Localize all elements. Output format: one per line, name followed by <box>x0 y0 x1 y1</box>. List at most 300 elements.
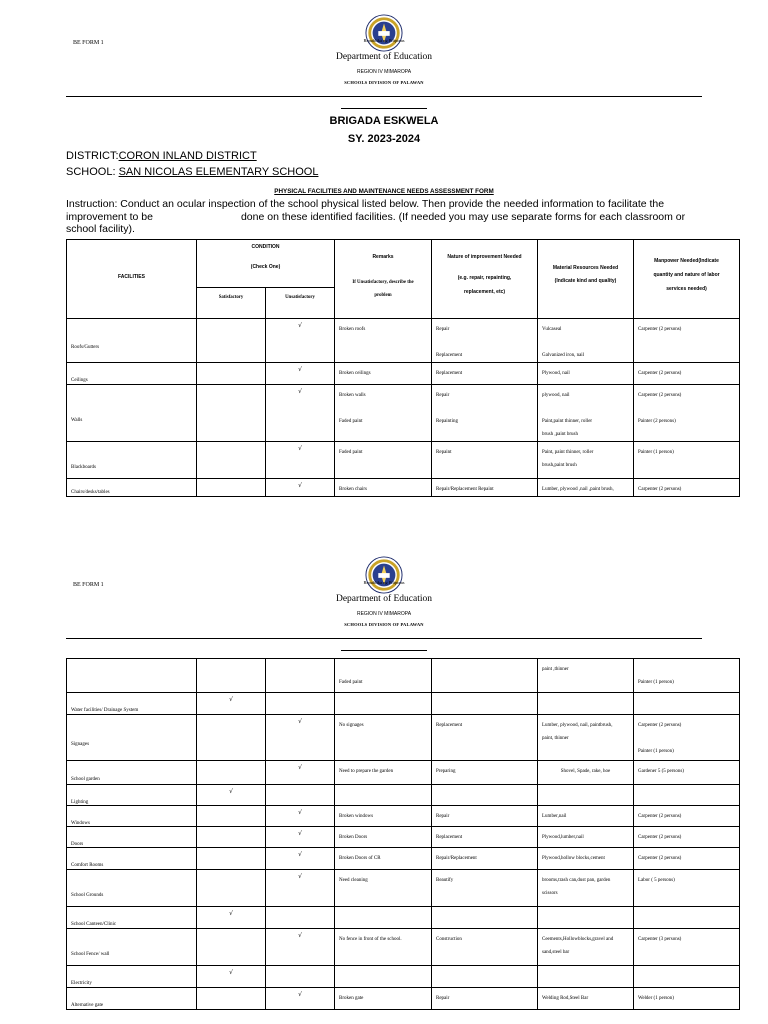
table-row-ceilings <box>67 363 740 385</box>
satisfactory-cell <box>197 442 266 479</box>
facility-name: Ceilings <box>71 378 88 383</box>
material-text: plywood, nail <box>542 393 570 398</box>
check-mark: √ <box>229 788 233 795</box>
manpower-text: Carpenter (3 persons) <box>638 937 682 942</box>
nature-cell <box>432 966 538 988</box>
manpower-text: Painter (1 person) <box>638 450 674 455</box>
unsatisfactory-cell <box>266 385 335 442</box>
material-text: Ceements,Hollowblocks,gravel and <box>542 937 614 942</box>
satisfactory-cell <box>197 693 266 715</box>
facility-name: Roofs/Gutters <box>71 345 100 350</box>
unsatisfactory-cell <box>266 848 335 870</box>
remarks-cell <box>335 785 432 806</box>
nature-text: Repair/Replacement <box>436 856 477 861</box>
facility-cell <box>67 442 197 479</box>
material-text: Galvanized iron, nail <box>542 353 585 358</box>
nature-text: Beautify <box>436 878 454 883</box>
table-row-walls <box>67 385 740 442</box>
remarks-text: Broken gate <box>339 996 364 1001</box>
unsatisfactory-cell <box>266 966 335 988</box>
manpower-text: Carpenter (2 persons) <box>638 856 682 861</box>
manpower-cell <box>634 806 740 827</box>
satisfactory-cell <box>197 806 266 827</box>
table-row-school-grounds <box>67 870 740 907</box>
manpower-text <box>634 659 739 676</box>
manpower-text <box>634 907 739 924</box>
check-mark: √ <box>298 718 302 725</box>
facility-cell <box>67 715 197 761</box>
facility-name: Signages <box>71 742 90 747</box>
manpower-cell <box>634 693 740 715</box>
manpower-cell <box>634 827 740 848</box>
remarks-cell <box>335 479 432 497</box>
region-name: REGION IV MIMAROPA <box>356 69 412 75</box>
facility-cell <box>67 929 197 966</box>
assessment-table-1 <box>66 239 740 497</box>
division-name-2: SCHOOLS DIVISION OF PALAWAN <box>344 622 424 627</box>
table-row-lighting <box>67 785 740 806</box>
check-mark: √ <box>298 388 302 395</box>
facility-name: Chairs/desks/tables <box>71 490 110 495</box>
facility-cell <box>67 693 197 715</box>
seal-icon <box>365 14 403 52</box>
manpower-text <box>634 785 739 802</box>
remarks-cell <box>335 761 432 785</box>
nature-cell <box>432 442 538 479</box>
table-row-blackboards <box>67 442 740 479</box>
facility-cell <box>67 385 197 442</box>
material-text: brooms,trash can,dust pan, garden <box>542 878 611 883</box>
manpower-cell <box>634 363 740 385</box>
nature-text: Preparing <box>436 769 456 774</box>
form-title: PHYSICAL FACILITIES AND MAINTENANCE NEEDS ASSESSMENT FORM <box>274 188 494 195</box>
header-nature: Nature of improvement Needed (e.g. repair, repainting, replacement, etc) <box>432 240 538 319</box>
facility-cell <box>67 827 197 848</box>
material-text: Paint,paint thinner, roller <box>542 419 593 424</box>
nature-text <box>432 336 537 349</box>
header-divider <box>66 96 702 97</box>
material-text: Lumber, plywood, nail, paintbrush, <box>542 723 613 728</box>
nature-cell <box>432 693 538 715</box>
unsatisfactory-cell <box>266 442 335 479</box>
facility-cell <box>67 659 197 693</box>
manpower-text: Carpenter (2 persons) <box>638 835 682 840</box>
remarks-text: Faded paint <box>339 680 363 685</box>
facility-cell <box>67 966 197 988</box>
unsatisfactory-cell <box>266 363 335 385</box>
manpower-text: Painter (1 person) <box>638 749 674 754</box>
material-text: Lumber,nail <box>542 814 567 819</box>
table-row-doors <box>67 827 740 848</box>
instruction-line-2: improvement to be done on these identified facilities. (If needed you may use separate forms for each classroom or <box>66 210 686 223</box>
nature-text <box>432 693 537 710</box>
manpower-cell <box>634 479 740 497</box>
check-mark: √ <box>298 482 302 489</box>
nature-cell <box>432 988 538 1010</box>
nature-cell <box>432 385 538 442</box>
check-mark: √ <box>298 991 302 998</box>
material-text: Plywood, nail <box>542 371 570 376</box>
material-text: Welding Rod,Steel Bar <box>542 996 589 1001</box>
facility-name: Water facilities/ Drainage System <box>71 708 139 713</box>
remarks-cell <box>335 363 432 385</box>
material-text <box>538 402 633 415</box>
manpower-text: Carpenter (2 persons) <box>638 371 682 376</box>
check-mark: √ <box>298 851 302 858</box>
remarks-cell <box>335 870 432 907</box>
nature-text: Repair <box>436 327 450 332</box>
nature-cell <box>432 929 538 966</box>
remarks-text: Broken ceilings <box>339 371 371 376</box>
remarks-text <box>335 785 431 802</box>
nature-cell <box>432 761 538 785</box>
nature-text: Replacement <box>436 835 463 840</box>
material-cell <box>538 929 634 966</box>
manpower-text <box>634 693 739 710</box>
manpower-cell <box>634 929 740 966</box>
deped-seal-2 <box>365 556 403 599</box>
manpower-cell <box>634 785 740 806</box>
manpower-text: Carpenter (2 persons) <box>638 327 682 332</box>
material-text: Shovel, Spade, rake, hoe <box>560 769 611 774</box>
satisfactory-cell <box>197 385 266 442</box>
table-row-roofs-gutters <box>67 319 740 363</box>
nature-cell <box>432 659 538 693</box>
remarks-cell <box>335 966 432 988</box>
remarks-text: Broken Doors of CR <box>339 856 381 861</box>
page-title: BRIGADA ESKWELA <box>329 115 439 127</box>
table-row-comfort-rooms <box>67 848 740 870</box>
unsatisfactory-cell <box>266 806 335 827</box>
nature-text: Repair/Replacement Repaint <box>436 487 494 492</box>
manpower-text: Carpenter (2 persons) <box>638 723 682 728</box>
nature-text: Repair <box>436 996 450 1001</box>
remarks-text: Broken chairs <box>339 487 367 492</box>
material-text: brush ,paint brush <box>542 432 578 437</box>
facility-cell <box>67 870 197 907</box>
school-value: SAN NICOLAS ELEMENTARY SCHOOL <box>118 166 319 178</box>
remarks-cell <box>335 442 432 479</box>
table-row-school-garden <box>67 761 740 785</box>
facility-cell <box>67 363 197 385</box>
seal-icon <box>365 556 403 594</box>
material-cell <box>538 363 634 385</box>
remarks-cell <box>335 827 432 848</box>
facility-name: Lighting <box>71 800 89 805</box>
remarks-cell <box>335 385 432 442</box>
header-satisfactory: Satisfactory <box>197 288 266 319</box>
check-mark: √ <box>298 932 302 939</box>
header-manpower: Manpower Needed(Indicate quantity and nature of labor services needed) <box>634 240 740 319</box>
nature-text <box>432 966 537 983</box>
nature-text <box>432 402 537 415</box>
manpower-text <box>634 966 739 983</box>
header-condition: CONDITION (Check One) <box>197 240 335 288</box>
unsatisfactory-cell <box>266 319 335 363</box>
material-cell <box>538 715 634 761</box>
unsatisfactory-cell <box>266 827 335 848</box>
satisfactory-cell <box>197 827 266 848</box>
check-mark <box>197 442 265 445</box>
satisfactory-cell <box>197 479 266 497</box>
remarks-cell <box>335 693 432 715</box>
check-mark <box>197 385 265 388</box>
remarks-cell <box>335 659 432 693</box>
manpower-text <box>634 732 739 745</box>
material-text: sand,steel bar <box>542 950 570 955</box>
school-label: SCHOOL: <box>66 166 119 178</box>
nature-text <box>432 785 537 802</box>
nature-cell <box>432 870 538 907</box>
remarks-text: Broken Doors <box>339 835 368 840</box>
nature-text: Construction <box>436 937 462 942</box>
district-line <box>66 150 257 162</box>
region-name-2: REGION IV MIMAROPA <box>356 611 412 617</box>
manpower-cell <box>634 870 740 907</box>
check-mark <box>197 848 265 851</box>
unsatisfactory-cell <box>266 907 335 929</box>
remarks-text: Faded paint <box>339 450 363 455</box>
unsatisfactory-cell <box>266 785 335 806</box>
material-text <box>538 907 633 924</box>
remarks-cell <box>335 848 432 870</box>
material-cell <box>538 761 634 785</box>
check-mark: √ <box>298 366 302 373</box>
material-text: brush,paint brush <box>542 463 577 468</box>
table-row-signages <box>67 715 740 761</box>
material-cell <box>538 988 634 1010</box>
header-divider-2 <box>66 638 702 639</box>
check-mark <box>266 693 334 696</box>
nature-text: Repaint <box>436 450 452 455</box>
material-text: paint ,thinner <box>542 667 569 672</box>
table-row-electricity <box>67 966 740 988</box>
unsatisfactory-cell <box>266 659 335 693</box>
nature-text: Repair <box>436 814 450 819</box>
facility-cell <box>67 319 197 363</box>
manpower-text: Welder (1 person) <box>638 996 674 1001</box>
material-text: paint, thinner <box>542 736 569 741</box>
satisfactory-cell <box>197 363 266 385</box>
facility-name: School Fence/ wall <box>71 952 110 957</box>
table-row-school-canteen-clinic <box>67 907 740 929</box>
remarks-text: Broken windows <box>339 814 374 819</box>
nature-cell <box>432 479 538 497</box>
nature-text: Replacement <box>436 723 463 728</box>
manpower-text: Carpenter (2 persons) <box>638 393 682 398</box>
deped-seal <box>365 14 403 57</box>
remarks-cell <box>335 988 432 1010</box>
facility-name: School Canteen/Clinic <box>71 922 117 927</box>
remarks-text: Need cleaning <box>339 878 368 883</box>
unsatisfactory-cell <box>266 870 335 907</box>
nature-cell <box>432 806 538 827</box>
remarks-text <box>335 966 431 983</box>
check-mark <box>197 929 265 932</box>
remarks-text <box>335 659 431 676</box>
unsatisfactory-cell <box>266 693 335 715</box>
unsatisfactory-cell <box>266 479 335 497</box>
material-text: Paint, paint thinner, roller <box>542 450 594 455</box>
nature-text: Repair <box>436 393 450 398</box>
manpower-text: Carpenter (2 persons) <box>638 814 682 819</box>
facility-cell <box>67 806 197 827</box>
material-cell <box>538 385 634 442</box>
nature-text <box>432 907 537 924</box>
manpower-text: Painter (1 person) <box>638 680 674 685</box>
manpower-text <box>634 402 739 415</box>
manpower-cell <box>634 385 740 442</box>
nature-cell <box>432 319 538 363</box>
facility-name: Electricity <box>71 981 92 986</box>
check-mark: √ <box>229 910 233 917</box>
nature-text <box>432 659 537 676</box>
facility-cell <box>67 848 197 870</box>
facility-name: Windows <box>71 821 90 826</box>
header-unsatisfactory: Unsatisfactory <box>266 288 335 319</box>
check-mark <box>197 659 265 662</box>
check-mark <box>266 966 334 969</box>
material-cell <box>538 966 634 988</box>
remarks-cell <box>335 806 432 827</box>
satisfactory-cell <box>197 319 266 363</box>
material-cell <box>538 848 634 870</box>
check-mark <box>197 988 265 991</box>
manpower-cell <box>634 761 740 785</box>
manpower-cell <box>634 715 740 761</box>
check-mark: √ <box>229 969 233 976</box>
material-text: Vulcaseal <box>542 327 562 332</box>
check-mark <box>266 907 334 910</box>
seal-caption: Republika ng Pilipinas <box>363 38 405 43</box>
manpower-cell <box>634 966 740 988</box>
assessment-table-2 <box>66 658 740 1010</box>
check-mark: √ <box>298 322 302 329</box>
remarks-cell <box>335 929 432 966</box>
district-label: DISTRICT: <box>66 150 119 162</box>
material-text: Plywood,lumber,nail <box>542 835 584 840</box>
satisfactory-cell <box>197 988 266 1010</box>
seal-caption-2: Republika ng Pilipinas <box>363 580 405 585</box>
satisfactory-cell <box>197 659 266 693</box>
nature-cell <box>432 827 538 848</box>
check-mark <box>197 806 265 809</box>
header-short-rule-2 <box>341 650 427 651</box>
remarks-text <box>335 693 431 710</box>
facility-cell <box>67 907 197 929</box>
material-text: Lumber, plywood ,nail ,paint brush, <box>542 487 614 492</box>
satisfactory-cell <box>197 785 266 806</box>
material-text <box>538 693 633 710</box>
satisfactory-cell <box>197 848 266 870</box>
satisfactory-cell <box>197 966 266 988</box>
table-row-school-fence-wall <box>67 929 740 966</box>
material-cell <box>538 319 634 363</box>
nature-cell <box>432 715 538 761</box>
satisfactory-cell <box>197 715 266 761</box>
facility-name: Alternative gate <box>71 1003 104 1008</box>
manpower-cell <box>634 319 740 363</box>
facility-cell <box>67 988 197 1010</box>
table-row-water-facilities-drainage-system <box>67 693 740 715</box>
nature-text: Replacement <box>436 353 463 358</box>
manpower-cell <box>634 988 740 1010</box>
header-facilities: FACILITIES <box>67 240 197 319</box>
facility-name: Doors <box>71 842 84 847</box>
satisfactory-cell <box>197 907 266 929</box>
remarks-text: Broken roofs <box>339 327 366 332</box>
nature-cell <box>432 785 538 806</box>
material-text: scissors <box>542 891 558 896</box>
remarks-text <box>335 907 431 924</box>
material-cell <box>538 442 634 479</box>
remarks-text: Broken walls <box>339 393 366 398</box>
table-row-windows <box>67 806 740 827</box>
school-year: SY. 2023-2024 <box>347 133 421 145</box>
manpower-cell <box>634 659 740 693</box>
check-mark: √ <box>298 445 302 452</box>
instruction-line-1: Instruction: Conduct an ocular inspection of the school physical listed below. Then provide the needed information to facilitate the <box>66 198 665 210</box>
school-line <box>66 166 318 178</box>
check-mark <box>266 659 334 662</box>
nature-text: Replacement <box>436 371 463 376</box>
material-cell <box>538 870 634 907</box>
table-row-blank <box>67 659 740 693</box>
check-mark: √ <box>298 830 302 837</box>
material-cell <box>538 479 634 497</box>
facility-name: Walls <box>71 418 83 423</box>
remarks-text <box>335 402 431 415</box>
material-text <box>538 785 633 802</box>
facility-name: Comfort Rooms <box>71 863 104 868</box>
nature-cell <box>432 363 538 385</box>
unsatisfactory-cell <box>266 761 335 785</box>
material-cell <box>538 827 634 848</box>
facility-name: School garden <box>71 777 100 782</box>
facility-cell <box>67 479 197 497</box>
check-mark <box>197 479 265 482</box>
check-mark <box>197 363 265 366</box>
material-text <box>538 966 633 983</box>
department-name-2: Department of Education <box>335 594 433 604</box>
check-mark <box>197 715 265 718</box>
table-row-chairs-desks-tables <box>67 479 740 497</box>
satisfactory-cell <box>197 870 266 907</box>
nature-text: Repainting <box>436 419 458 424</box>
instruction-line-3: school facility). <box>66 223 135 235</box>
remarks-text: Need to prepare the garden <box>339 769 394 774</box>
facility-cell <box>67 785 197 806</box>
facility-cell <box>67 761 197 785</box>
check-mark <box>197 870 265 873</box>
material-cell <box>538 806 634 827</box>
nature-cell <box>432 848 538 870</box>
facility-name: School Grounds <box>71 893 104 898</box>
unsatisfactory-cell <box>266 715 335 761</box>
satisfactory-cell <box>197 929 266 966</box>
unsatisfactory-cell <box>266 929 335 966</box>
form-number: BE FORM 1 <box>73 40 104 46</box>
manpower-text: Carpenter (2 persons) <box>638 487 682 492</box>
manpower-cell <box>634 907 740 929</box>
manpower-cell <box>634 442 740 479</box>
material-cell <box>538 659 634 693</box>
check-mark <box>197 319 265 322</box>
remarks-text: No signages <box>339 723 364 728</box>
check-mark: √ <box>298 809 302 816</box>
check-mark: √ <box>298 764 302 771</box>
manpower-text: Painter (2 persons) <box>638 419 676 424</box>
